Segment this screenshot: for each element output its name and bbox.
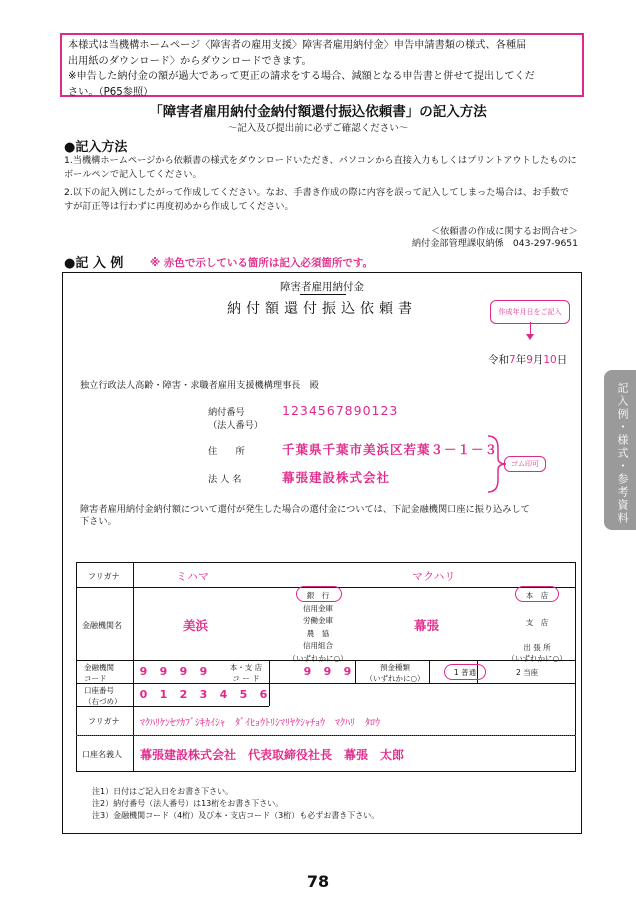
holder-name-value: 幕張建設株式会社 代表取締役社長 幕張 太郎 — [140, 748, 405, 762]
date-year: 7 — [509, 354, 516, 366]
note-line: 注2）納付番号（法人番号）は13桁をお書き下さい。 — [92, 799, 284, 808]
bank-type-option: 銀 行 — [306, 591, 330, 600]
deposit-current: 2 当座 — [516, 668, 539, 677]
method-heading: ●記入方法 — [64, 140, 128, 155]
arrow-head-icon — [526, 334, 534, 340]
request-text — [80, 504, 575, 528]
note-line: 注3）金融機関コード（4桁）及び本・支店コード（3桁）も必ずお書き下さい。 — [92, 811, 380, 820]
bank-type-option: 農 協 — [306, 628, 330, 638]
branch-furigana: マクハリ — [412, 570, 456, 583]
method-line: 1.当機構ホームページから依頼書の様式をダウンロードいただき、パソコンから直接入力もしくはプリントアウトしたものに — [64, 155, 577, 166]
account-digit: 6 — [259, 688, 268, 701]
bank-type-option: 信用組合 — [303, 641, 333, 650]
account-digit: 2 — [179, 688, 188, 701]
stamp-callout: ゴム印可 — [504, 456, 546, 472]
label-line: 預金種類 — [380, 663, 410, 672]
label-line: コード — [84, 674, 107, 683]
notes — [92, 786, 379, 822]
bank-type-option: 信用金庫 — [303, 603, 333, 613]
example-heading: ●記 入 例 — [64, 256, 124, 271]
label-line: （法人番号） — [208, 420, 264, 431]
form-title: 納付額還付振込依頼書 — [227, 301, 417, 317]
side-tab-label: 記入例・様式・参考資料 — [616, 382, 629, 525]
date-month: 9 — [526, 354, 533, 366]
label-line: 納付番号 — [208, 407, 245, 418]
page-number: 78 — [306, 872, 330, 891]
method-line: 2.以下の記入例にしたがって作成してください。なお、手書き作成の際に内容を誤って記入してしまった場合は、お手数で — [64, 187, 569, 198]
address-label: 住 所 — [208, 446, 245, 457]
bank-code-digit: 9 — [199, 665, 208, 678]
bank-code-digit: 9 — [179, 665, 188, 678]
request-line: 障害者雇用納付金納付額について還付が発生した場合の還付金については、下記金融機関口座に振り込みして — [80, 504, 530, 515]
note-line: 注1）日付はご記入日をお書き下さい。 — [92, 787, 234, 796]
bank-type-list — [286, 590, 350, 665]
notice-line: 本様式は当機構ホームページ〈障害者の雇用支援〉障害者雇用納付金〉申告申請書類の様式、各種届 — [68, 40, 527, 51]
account-digit: 0 — [139, 688, 148, 701]
date-unit: 日 — [556, 354, 568, 366]
addressee: 独立行政法人高齢・障害・求職者雇用支援機構理事長 殿 — [80, 380, 319, 391]
branch-type-note: （いずれかに○） — [507, 654, 567, 663]
account-digit: 4 — [219, 688, 228, 701]
bank-name-value: 美浜 — [183, 618, 209, 633]
branch-type-option: 出 張 所 — [523, 643, 551, 652]
date-era: 令和 — [488, 354, 509, 366]
table-divider — [77, 683, 575, 684]
notice-line: さい。（P65参照） — [68, 86, 154, 98]
address-value: 千葉県千葉市美浜区若葉３－１－３ — [282, 442, 499, 457]
corp-name-label: 法 人 名 — [208, 474, 242, 485]
branch-code-digit: 9 — [323, 665, 332, 678]
date-unit: 月 — [532, 354, 544, 366]
label-line: 金融機関 — [84, 663, 114, 672]
notice-line: ※申告した納付金の額が過大であって更正の請求をする場合、減額となる申告書と併せて提出してくだ — [68, 71, 535, 82]
contact-line: 納付金部管理課収納係 043-297-9651 — [411, 238, 578, 249]
payment-number-label — [208, 406, 263, 432]
branch-name-value: 幕張 — [414, 618, 440, 633]
account-digit: 5 — [239, 688, 248, 701]
notice-box — [60, 33, 584, 97]
label-line: 口座番号 — [84, 686, 114, 695]
label-line: （いずれかに○） — [365, 674, 425, 683]
account-number-label — [84, 685, 122, 707]
date-unit: 年 — [515, 354, 527, 366]
notice-line: 出用紙のダウンロード〉からダウンロードできます。 — [68, 55, 312, 67]
table-divider — [133, 563, 134, 771]
deposit-ordinary: 1 普通 — [453, 668, 477, 677]
branch-type-list — [504, 590, 570, 664]
method-line: ボールペンで記入してください。 — [64, 168, 202, 180]
furigana-label: フリガナ — [88, 572, 120, 581]
table-divider — [76, 735, 576, 736]
request-line: 下さい。 — [80, 516, 117, 527]
label-line: （右づめ） — [84, 697, 122, 706]
bank-type-note: （いずれかに○） — [288, 653, 348, 663]
bank-type-option: 労働金庫 — [303, 616, 333, 625]
required-note: ※ 赤色で示している箇所は記入必須箇所です。 — [150, 257, 374, 269]
bank-name-label: 金融機関名 — [82, 621, 122, 630]
payment-number-value: 1234567890123 — [282, 403, 399, 418]
bank-code-digit: 9 — [159, 665, 168, 678]
contact-info — [412, 226, 578, 250]
document-subtitle: ～記入及び提出前に必ずご確認ください～ — [227, 123, 409, 134]
document-title: 「障害者雇用納付金納付額還付振込依頼書」の記入方法 — [149, 104, 487, 120]
method-paragraph-1 — [64, 154, 577, 181]
form-date — [488, 352, 567, 367]
label-line: コ ー ド — [232, 674, 260, 683]
deposit-type-label — [356, 662, 434, 684]
label-line: 本・支 店 — [229, 663, 263, 672]
bank-code-digit: 9 — [139, 665, 148, 678]
branch-code-digit: 9 — [303, 665, 312, 678]
account-digit: 3 — [199, 688, 208, 701]
form-header-divider — [300, 294, 346, 295]
date-callout: 作成年月日をご記入 — [490, 300, 570, 324]
method-paragraph-2 — [64, 186, 569, 213]
bank-furigana: ミハマ — [176, 570, 209, 583]
corp-name-value: 幕張建設株式会社 — [282, 470, 391, 485]
holder-name-label: 口座名義人 — [82, 750, 122, 759]
holder-furigana-value: ﾏｸﾊﾘｹﾝｾﾂｶﾌﾞｼｷｶｲｼｬ ﾀﾞｲﾋｮｳﾄﾘｼﾏﾘﾔｸｼｬﾁｮｳ ﾏｸﾊﾘ ﾀﾛｳ — [140, 718, 380, 729]
bank-code-label — [84, 662, 114, 684]
form-header: 障害者雇用納付金 — [280, 281, 364, 293]
account-digit: 1 — [159, 688, 168, 701]
method-line: すが訂正等は行わずに再度初めから作成してください。 — [64, 200, 294, 212]
branch-type-option: 支 店 — [525, 618, 549, 627]
branch-code-label — [218, 662, 274, 684]
holder-furigana-label: フリガナ — [88, 717, 120, 726]
contact-line: ＜依頼書の作成に関するお問合せ＞ — [431, 226, 578, 237]
branch-code-digit: 9 — [343, 665, 352, 678]
branch-type-option: 本 店 — [525, 591, 549, 600]
date-day: 10 — [543, 354, 557, 366]
